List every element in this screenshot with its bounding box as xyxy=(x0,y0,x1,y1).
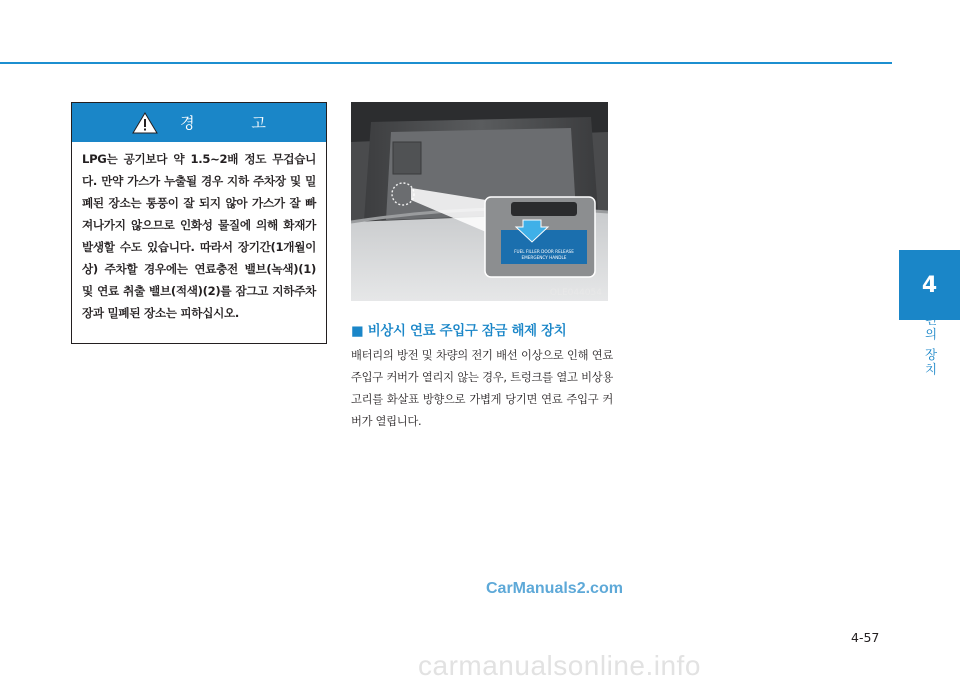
page-number: 4-57 xyxy=(851,630,880,645)
label-line2: EMERGENCY HANDLE xyxy=(521,255,567,260)
section-body: 배터리의 방전 및 차량의 전기 배선 이상으로 인해 연료 주입구 커버가 열리지 않는 경우, 트렁크를 열고 비상용 고리를 화살표 방향으로 가볍게 당기면 연료 주입구 커버가 열립니다. xyxy=(351,349,613,428)
warning-triangle-icon xyxy=(132,112,158,134)
trunk-illustration xyxy=(351,102,608,301)
section-heading: ■ 비상시 연료 주입구 잠금 해제 장치 xyxy=(351,324,567,339)
warning-header xyxy=(72,103,326,142)
label-line1: FUEL FILLER DOOR RELEASE xyxy=(514,249,574,254)
chapter-name: 편의 장치 xyxy=(923,313,938,377)
figure-code: OLE044054 xyxy=(549,288,602,298)
top-rule xyxy=(0,62,892,64)
warning-text: LPG는 공기보다 약 1.5~2배 정도 무겁습니다. 만약 가스가 누출될 경우 지하 주차장 및 밀폐된 장소는 통풍이 잘 되지 않아 가스가 잘 빠져나가지 않으므로 인화성 물질에 의해 화재가 발생할 수도 있습니다. 따라서 장기간(1개월이상) 주차할 경우에는 연료충전 밸브(녹색)(1) 및 연료 취출 밸브(적색)(2)를 잠그고 지하주차장과 밀폐된 장소는 피하십시오. xyxy=(82,152,316,320)
warning-title: 경 고 xyxy=(180,114,292,132)
trunk-photo xyxy=(351,102,608,301)
watermark-carmanuals: CarManuals2.com xyxy=(486,580,623,597)
chapter-tab: 4 xyxy=(899,250,960,320)
warning-box xyxy=(71,102,327,344)
footer-watermark: carmanualsonline.info xyxy=(418,650,701,681)
